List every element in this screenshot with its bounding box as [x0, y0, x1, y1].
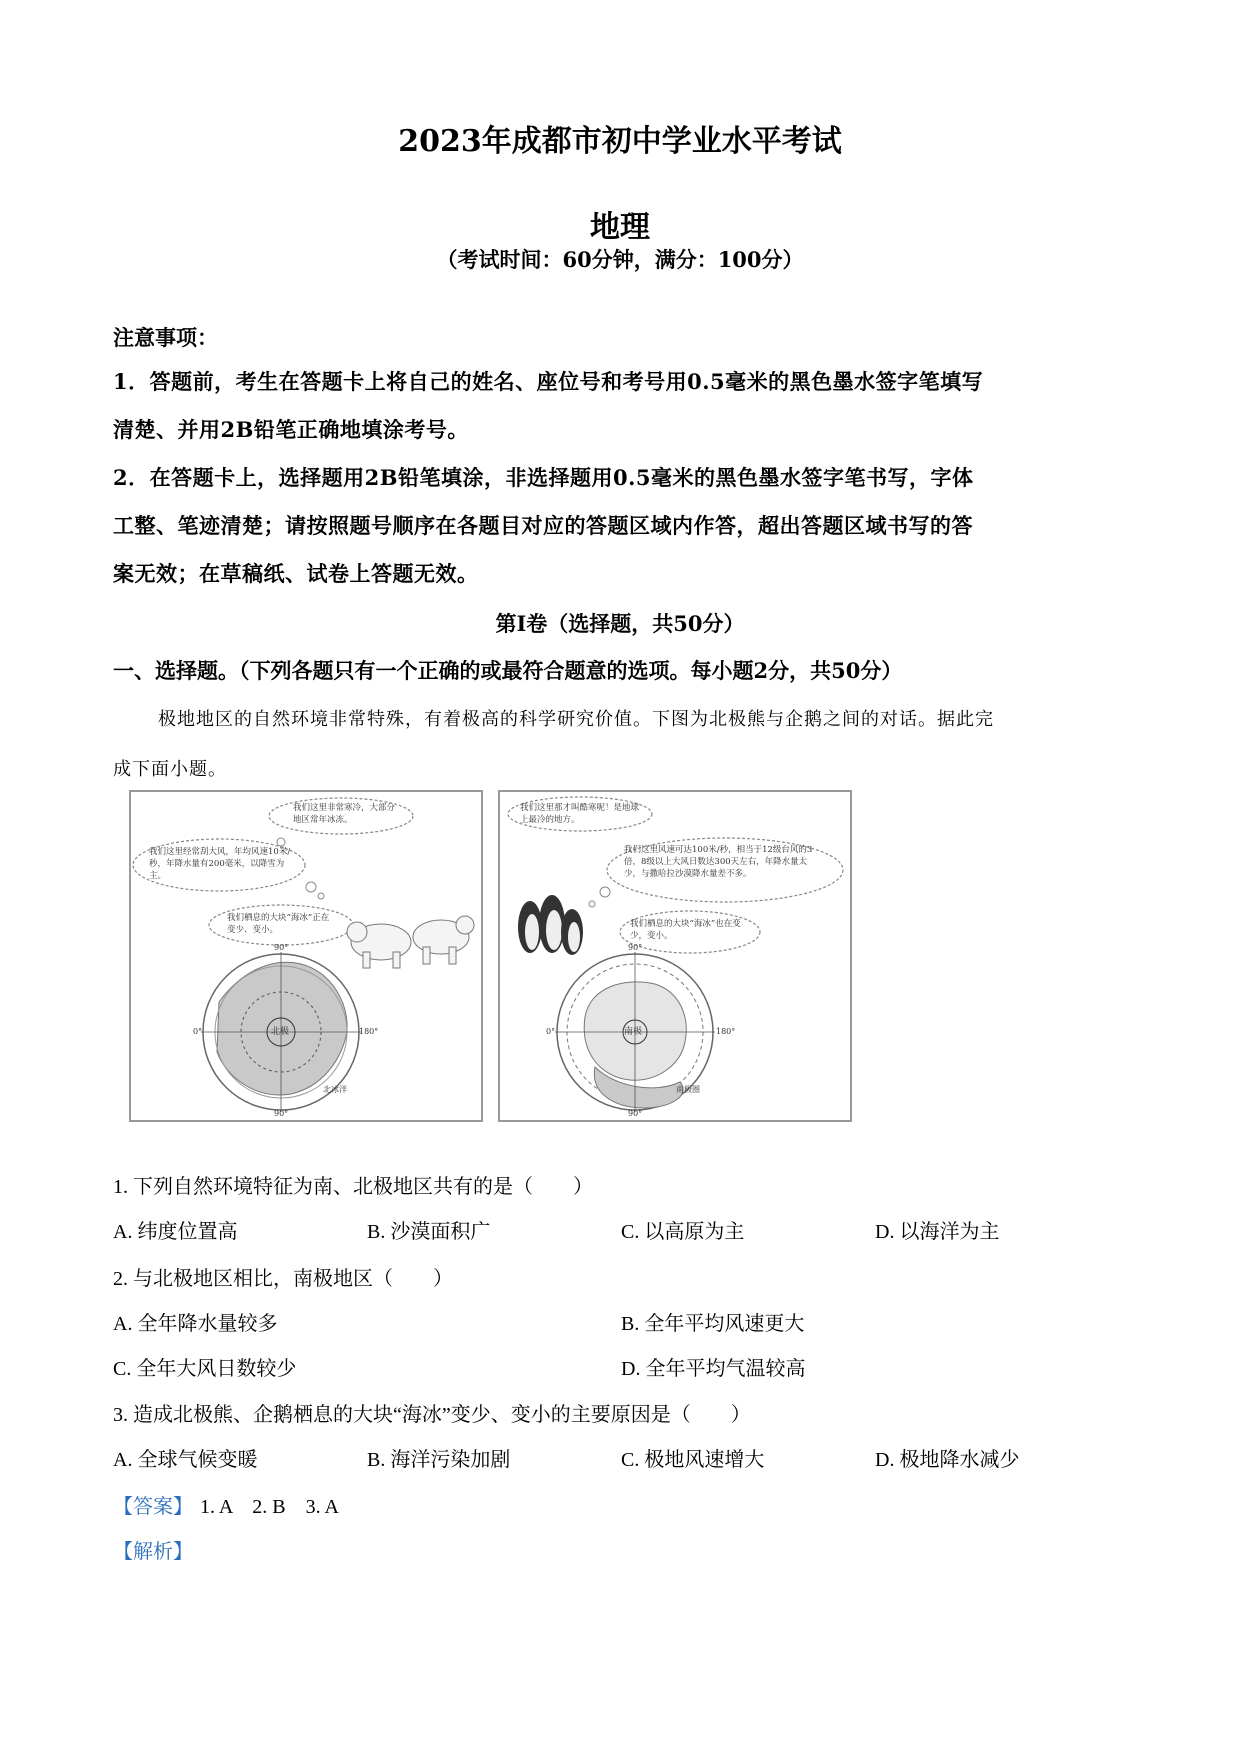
- arctic-illustration: [131, 792, 481, 1120]
- exam-info: （考试时间：60分钟，满分：100分）: [436, 247, 804, 272]
- notice-line: 1．答题前，考生在答题卡上将自己的姓名、座位号和考号用0.5毫米的黑色墨水签字笔填写: [113, 369, 984, 394]
- map-tick: 90°: [628, 1109, 643, 1118]
- antarctic-figure: [498, 790, 852, 1122]
- map-tick: 90°: [628, 943, 643, 952]
- option: D. 全年平均气温较高: [621, 1358, 806, 1380]
- bubble-text: 我们这里那才叫酷寒呢！是地球上最冷的地方。: [520, 803, 640, 825]
- notice-line: 工整、笔迹清楚；请按照题号顺序在各题目对应的答题区域内作答，超出答题区域书写的答: [113, 513, 973, 538]
- map-tick: 180°: [716, 1027, 736, 1036]
- option: A. 全年降水量较多: [113, 1313, 278, 1335]
- option: B. 全年平均风速更大: [621, 1313, 805, 1335]
- part-title: 一、选择题。（下列各题只有一个正确的或最符合题意的选项。每小题2分，共50分）: [113, 658, 903, 683]
- question-stem: 3. 造成北极熊、企鹅栖息的大块“海冰”变少、变小的主要原因是（ ）: [113, 1404, 751, 1426]
- intro-line: 极地地区的自然环境非常特殊，有着极高的科学研究价值。下图为北极熊与企鹅之间的对话。据此完: [158, 709, 994, 730]
- answer-text: 1. A 2. B 3. A: [200, 1496, 339, 1518]
- notice-line: 案无效；在草稿纸、试卷上答题无效。: [113, 561, 479, 586]
- map-tick: 0°: [546, 1027, 556, 1036]
- notice-line: 2．在答题卡上，选择题用2B铅笔填涂，非选择题用0.5毫米的黑色墨水签字笔书写，字体: [113, 465, 974, 490]
- answer-label: 【答案】: [113, 1496, 193, 1518]
- subject-title: 地理: [590, 210, 650, 245]
- option: D. 以海洋为主: [875, 1221, 1000, 1243]
- option: A. 纬度位置高: [113, 1221, 238, 1243]
- map-tick: 0°: [193, 1027, 203, 1036]
- notice-heading: 注意事项：: [113, 325, 218, 350]
- bubble-text: 我们栖息的大块“海冰”也在变少，变小。: [630, 919, 741, 941]
- bubble-text: 我们这里非常寒冷，大部分地区常年冰冻。: [293, 803, 396, 825]
- option: D. 极地降水减少: [875, 1449, 1020, 1471]
- option: C. 以高原为主: [621, 1221, 745, 1243]
- option: A. 全球气候变暖: [113, 1449, 258, 1471]
- map-tick: 90°: [274, 943, 289, 952]
- option: B. 沙漠面积广: [367, 1221, 491, 1243]
- intro-line: 成下面小题。: [113, 759, 227, 780]
- bubble-text: 我们这里风速可达100米/秒，相当于12级台风的3倍，8级以上大风日数达300天左右，年降水量太少，与撒哈拉沙漠降水量差不多。: [624, 845, 813, 879]
- map-center-label: 北极: [271, 1027, 290, 1037]
- analysis-label: 【解析】: [113, 1541, 193, 1563]
- exam-title: 2023年成都市初中学业水平考试: [398, 124, 842, 159]
- section-title: 第Ⅰ卷（选择题，共50分）: [495, 611, 745, 636]
- arctic-figure: [129, 790, 483, 1122]
- map-rim-label: 北冰洋: [323, 1085, 347, 1094]
- option: C. 全年大风日数较少: [113, 1358, 297, 1380]
- map-tick: 90°: [274, 1109, 289, 1118]
- notice-line: 清楚、并用2B铅笔正确地填涂考号。: [113, 417, 469, 442]
- bubble-text: 我们栖息的大块“海冰”正在变少、变小。: [227, 913, 330, 935]
- option: C. 极地风速增大: [621, 1449, 765, 1471]
- antarctic-illustration: [500, 792, 850, 1120]
- question-stem: 2. 与北极地区相比，南极地区（ ）: [113, 1268, 453, 1290]
- question-stem: 1. 下列自然环境特征为南、北极地区共有的是（ ）: [113, 1176, 593, 1198]
- option: B. 海洋污染加剧: [367, 1449, 511, 1471]
- polar-bear-icon: [347, 916, 474, 968]
- bubble-text: 我们这里经常刮大风，年均风速10米/秒，年降水量有200毫米，以降雪为主。: [149, 847, 291, 881]
- map-tick: 180°: [359, 1027, 379, 1036]
- map-center-label: 南极: [624, 1027, 643, 1037]
- penguin-icon: [518, 895, 583, 955]
- map-rim-label: 南极圈: [676, 1085, 700, 1094]
